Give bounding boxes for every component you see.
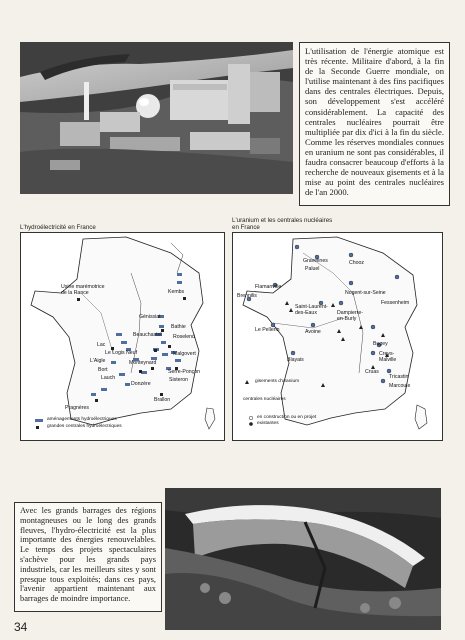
hydro-paragraph: Avec les grands barrages des régions montagneuses ou le long des grands fleuves, l'hydro-électricité est la plus importante des énergies renouvelables. Le temps des projets spectaculaires s'achève pour les grands pays industriels, car les meilleurs sites y sont presque tous exploités; dans ces pays, l'avenir appartient maintenant aux barrages de moindre importance. <box>20 506 156 604</box>
label-roselend: Roselend <box>173 334 195 340</box>
legend-projet: en construction ou en projet <box>257 415 317 420</box>
label-nogent: Nogent-sur-Seine <box>345 290 386 296</box>
label-donzere: Donzère <box>131 381 151 387</box>
label-malgovert: Malgovert <box>173 351 196 357</box>
label-serre: Serre-Ponçon <box>168 369 201 375</box>
label-creys: Creys- Malville <box>379 351 397 363</box>
hydro-map-title: L'hydroélectricité en France <box>20 224 96 231</box>
nuclear-plant-photo <box>20 42 293 194</box>
label-flamanville: Flamanville <box>255 284 282 290</box>
label-aigle: L'Aigle <box>90 358 106 364</box>
label-logis: Le Logis Neuf <box>105 350 138 356</box>
label-lauch: Lauch <box>101 375 116 381</box>
label-tricastin: Tricastin <box>389 374 409 380</box>
nuclear-map-title: L'uranium et les centrales nucléaires en France <box>232 217 333 231</box>
legend-centrales-nucleaires: centrales nucléaires <box>243 397 286 402</box>
label-stlaurent: Saint-Laurent- des-Eaux <box>295 304 328 316</box>
label-genissiat: Génissiat <box>139 314 161 320</box>
label-kembs: Kembs <box>168 289 185 295</box>
label-rance: Usine marémotrice de la Rance <box>61 284 105 296</box>
label-brallon: Brallon <box>154 397 171 403</box>
nuclear-map <box>232 232 443 441</box>
legend-amenagements: aménagements hydroélectriques <box>47 417 117 422</box>
nuclear-paragraph: L'utilisation de l'énergie atomique est très récente. Militaire d'abord, à la fin de la Seconde Guerre mondiale, on l'utilise maintenant à des fins pacifiques dans des centrales électriques. Depuis, son développement s'est accéléré considérablement. La capacité des centrales nucléaires pourrait être multipliée par dix d'ici à la fin du siècle. Comme les réserves mondiales connues en uranium ne sont pas considérables, il faudra consacrer beaucoup d'efforts à la recherche de nouveaux gisements et à la mise au point des centrales nucléaires de l'an 2000. <box>305 46 444 198</box>
legend-existantes: existantes <box>257 421 279 426</box>
label-blayais: Blayais <box>287 357 304 363</box>
label-pellerin: Le Pellerin <box>255 327 280 333</box>
label-gravelines: Gravelines <box>303 258 328 264</box>
label-sisteron: Sisteron <box>169 377 189 383</box>
label-paluel: Paluel <box>305 266 320 272</box>
label-lac: Lac <box>97 342 106 348</box>
legend-gisements: gisements d'uranium <box>255 379 300 384</box>
page-number: 34 <box>14 620 28 634</box>
label-pragneres: Pragnères <box>65 405 89 411</box>
label-bugey: Bugey <box>373 341 388 347</box>
label-avoine: Avoine <box>305 329 321 335</box>
label-bort: Bort <box>98 367 108 373</box>
label-brennilis: Brennilis <box>237 293 257 299</box>
label-bathie: Bathie <box>171 324 186 330</box>
legend-centrales-hydro: grandes centrales hydroélectriques <box>47 424 122 429</box>
label-monteynard: Monteynard <box>129 360 157 366</box>
dam-photo <box>165 488 441 630</box>
hydro-text-box <box>14 502 162 612</box>
label-chooz: Chooz <box>349 260 364 266</box>
label-cruas: Cruas <box>365 369 379 375</box>
nuclear-text-box <box>299 42 450 206</box>
label-beauchastel: Beauchastel <box>133 332 162 338</box>
label-marcoule: Marcoule <box>389 383 411 389</box>
label-dampierre: Dampierre- en-Burly <box>337 310 363 322</box>
label-fessenheim: Fessenheim <box>381 300 410 306</box>
hydro-map <box>20 232 225 441</box>
